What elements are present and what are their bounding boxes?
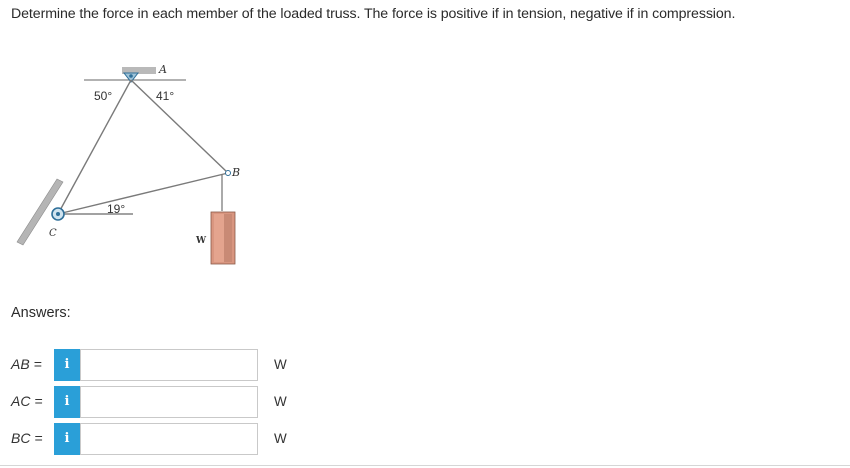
label-c: C — [49, 228, 57, 239]
info-icon[interactable]: i — [54, 423, 80, 455]
answer-row-bc — [0, 423, 850, 455]
answer-input-ac[interactable] — [80, 386, 258, 418]
info-icon[interactable]: i — [54, 349, 80, 381]
answer-label-bc: BC = — [11, 430, 43, 446]
angle-41: 41° — [156, 89, 175, 103]
pin-a — [129, 74, 133, 78]
pin-c-center — [56, 212, 60, 216]
angle-19: 19° — [107, 202, 126, 216]
unit-label-ac: W — [274, 394, 287, 409]
question-text: Determine the force in each member of the loaded truss. The force is positive if in tension, negative if in compression. — [11, 6, 736, 22]
member-ab — [131, 80, 228, 173]
bottom-divider — [0, 465, 850, 466]
label-a: A — [159, 63, 167, 76]
truss-figure — [0, 0, 300, 290]
weight-shade — [224, 214, 232, 262]
answer-row-ab — [0, 349, 850, 381]
joint-b — [226, 171, 231, 176]
answers-heading: Answers: — [11, 305, 71, 321]
angle-50: 50° — [94, 89, 113, 103]
answer-input-bc[interactable] — [80, 423, 258, 455]
answer-input-ab[interactable] — [80, 349, 258, 381]
label-w: W — [196, 236, 207, 246]
unit-label-ab: W — [274, 357, 287, 372]
answer-label-ab: AB = — [11, 356, 42, 372]
answer-label-ac: AC = — [11, 393, 43, 409]
unit-label-bc: W — [274, 431, 287, 446]
label-b: B — [232, 166, 241, 179]
info-icon[interactable]: i — [54, 386, 80, 418]
member-bc — [58, 173, 228, 214]
answer-row-ac — [0, 386, 850, 418]
